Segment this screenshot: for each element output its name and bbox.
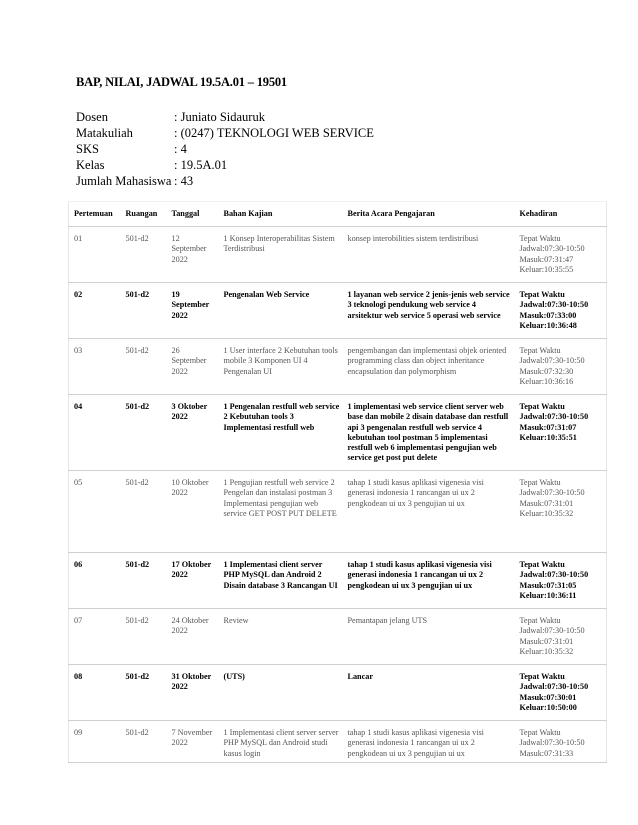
cell-berita-acara: pengembangan dan implementasi objek oriented programming class dan object inheritance encapsulation dan polymorphism <box>343 339 515 395</box>
cell-berita-acara: tahap 1 studi kasus aplikasi vigenesia visi generasi indonesia 1 rancangan ui ux 2 pengkodean ui ux 3 pengujian ui ux <box>343 471 515 553</box>
header-ruangan: Ruangan <box>121 202 167 227</box>
info-value: : Juniato Sidauruk <box>174 110 265 124</box>
cell-tanggal: 7 November 2022 <box>167 721 219 763</box>
table-row <box>69 471 607 553</box>
cell-tanggal: 26 September 2022 <box>167 339 219 395</box>
table-row <box>69 553 607 609</box>
info-label: Matakuliah <box>76 126 133 140</box>
kehadiran-line: Masuk:07:31:47 <box>519 254 574 264</box>
kehadiran-line: Tepat Waktu <box>519 672 565 682</box>
cell-bahan-kajian: 1 Pengenalan restfull web service 2 Kebutuhan tools 3 Implementasi restfull web <box>219 395 343 471</box>
cell-bahan-kajian: 1 Pengujian restfull web service 2 Pengelan dan instalasi postman 3 Implementasi pengujian web service GET POST PUT DELETE <box>219 471 343 553</box>
cell-kehadiran <box>515 471 607 553</box>
kehadiran-line: Masuk:07:32:30 <box>519 366 574 376</box>
table-row <box>69 227 607 283</box>
cell-ruangan: 501-d2 <box>121 395 167 471</box>
info-value: : (0247) TEKNOLOGI WEB SERVICE <box>174 126 374 140</box>
cell-tanggal: 12 September 2022 <box>167 227 219 283</box>
cell-tanggal: 10 Oktober 2022 <box>167 471 219 553</box>
kehadiran-line: Jadwal:07:30-10:50 <box>519 488 585 498</box>
cell-ruangan: 501-d2 <box>121 339 167 395</box>
kehadiran-line: Jadwal:07:30-10:50 <box>519 570 589 580</box>
cell-pertemuan: 03 <box>69 339 121 395</box>
cell-bahan-kajian: (UTS) <box>219 665 343 721</box>
cell-bahan-kajian: 1 Konsep Interoperabilitas Sistem Terdistribusi <box>219 227 343 283</box>
cell-ruangan: 501-d2 <box>121 665 167 721</box>
cell-pertemuan: 06 <box>69 553 121 609</box>
kehadiran-line: Keluar:10:35:51 <box>519 432 577 442</box>
cell-berita-acara: 1 implementasi web service client server web base dan mobile 2 disain database dan restfull api 3 pengenalan restfull web service 4 kebutuhan tool postman 5 implementasi restfull web 6 implementasi pengujian web service get post put delete <box>343 395 515 471</box>
cell-berita-acara: Pemantapan jelang UTS <box>343 609 515 665</box>
cell-kehadiran <box>515 665 607 721</box>
cell-pertemuan: 05 <box>69 471 121 553</box>
kehadiran-line: Jadwal:07:30-10:50 <box>519 412 589 422</box>
info-row <box>76 109 374 125</box>
kehadiran-line: Masuk:07:31:33 <box>519 748 574 758</box>
kehadiran-line: Keluar:10:50:00 <box>519 702 577 712</box>
cell-kehadiran <box>515 395 607 471</box>
cell-tanggal: 31 Oktober 2022 <box>167 665 219 721</box>
header-berita-acara: Berita Acara Pengajaran <box>343 202 515 227</box>
info-row <box>76 125 374 141</box>
info-label: Jumlah Mahasiswa <box>76 174 172 188</box>
course-info <box>76 109 374 189</box>
meeting-table-wrap <box>68 201 606 763</box>
kehadiran-line: Masuk:07:30:01 <box>519 692 577 702</box>
cell-pertemuan: 07 <box>69 609 121 665</box>
table-row <box>69 721 607 763</box>
info-label: Dosen <box>76 110 108 124</box>
kehadiran-line: Jadwal:07:30-10:50 <box>519 356 585 366</box>
cell-ruangan: 501-d2 <box>121 721 167 763</box>
cell-pertemuan: 09 <box>69 721 121 763</box>
cell-bahan-kajian: 1 User interface 2 Kebutuhan tools mobile 3 Komponen UI 4 Pengenalan UI <box>219 339 343 395</box>
cell-bahan-kajian: 1 Implementasi client server server PHP MySQL dan Android studi kasus login <box>219 721 343 763</box>
kehadiran-line: Masuk:07:31:01 <box>519 498 574 508</box>
header-bahan-kajian: Bahan Kajian <box>219 202 343 227</box>
cell-berita-acara: tahap 1 studi kasus aplikasi vigenesia visi generasi indonesia 1 rancangan ui ux 2 pengkodean ui ux 3 pengujian ui ux <box>343 553 515 609</box>
cell-pertemuan: 04 <box>69 395 121 471</box>
kehadiran-line: Tepat Waktu <box>519 616 561 626</box>
kehadiran-line: Tepat Waktu <box>519 728 561 738</box>
info-value: : 43 <box>174 174 194 188</box>
kehadiran-line: Keluar:10:35:55 <box>519 264 574 274</box>
cell-kehadiran <box>515 609 607 665</box>
table-row <box>69 665 607 721</box>
kehadiran-line: Tepat Waktu <box>519 234 561 244</box>
kehadiran-line: Masuk:07:31:05 <box>519 580 577 590</box>
cell-kehadiran <box>515 283 607 339</box>
cell-pertemuan: 08 <box>69 665 121 721</box>
kehadiran-line: Tepat Waktu <box>519 402 565 412</box>
info-value: : 19.5A.01 <box>174 158 228 172</box>
kehadiran-line: Jadwal:07:30-10:50 <box>519 626 585 636</box>
kehadiran-line: Tepat Waktu <box>519 346 561 356</box>
info-label: SKS <box>76 142 99 156</box>
kehadiran-line: Masuk:07:31:01 <box>519 636 574 646</box>
kehadiran-line: Jadwal:07:30-10:50 <box>519 682 589 692</box>
kehadiran-line: Keluar:10:35:32 <box>519 508 574 518</box>
cell-ruangan: 501-d2 <box>121 227 167 283</box>
cell-berita-acara: 1 layanan web service 2 jenis-jenis web service 3 teknologi pendukung web service 4 arsitektur web service 5 operasi web service <box>343 283 515 339</box>
meeting-table <box>68 201 607 763</box>
cell-pertemuan: 02 <box>69 283 121 339</box>
cell-bahan-kajian: 1 Implementasi client server PHP MySQL dan Android 2 Disain database 3 Rancangan UI <box>219 553 343 609</box>
cell-kehadiran <box>515 721 607 763</box>
kehadiran-line: Tepat Waktu <box>519 290 565 300</box>
cell-pertemuan: 01 <box>69 227 121 283</box>
cell-berita-acara: konsep interobilities sistem terdistribusi <box>343 227 515 283</box>
cell-ruangan: 501-d2 <box>121 553 167 609</box>
document-title: BAP, NILAI, JADWAL 19.5A.01 – 19501 <box>76 75 287 89</box>
info-row <box>76 157 374 173</box>
cell-kehadiran <box>515 227 607 283</box>
table-row <box>69 283 607 339</box>
cell-tanggal: 24 Oktober 2022 <box>167 609 219 665</box>
kehadiran-line: Keluar:10:36:16 <box>519 376 574 386</box>
kehadiran-line: Tepat Waktu <box>519 478 561 488</box>
cell-ruangan: 501-d2 <box>121 283 167 339</box>
cell-berita-acara: Lancar <box>343 665 515 721</box>
table-row <box>69 395 607 471</box>
kehadiran-line: Masuk:07:33:00 <box>519 310 577 320</box>
table-header-row <box>69 202 607 227</box>
cell-bahan-kajian: Review <box>219 609 343 665</box>
info-value: : 4 <box>174 142 187 156</box>
kehadiran-line: Jadwal:07:30-10:50 <box>519 244 585 254</box>
cell-tanggal: 17 Oktober 2022 <box>167 553 219 609</box>
kehadiran-line: Tepat Waktu <box>519 560 565 570</box>
cell-berita-acara: tahap 1 studi kasus aplikasi vigenesia visi generasi indonesia 1 rancangan ui ux 2 pengkodean ui ux 3 pengujian ui ux <box>343 721 515 763</box>
cell-kehadiran <box>515 339 607 395</box>
kehadiran-line: Jadwal:07:30-10:50 <box>519 300 589 310</box>
table-row <box>69 609 607 665</box>
kehadiran-line: Jadwal:07:30-10:50 <box>519 738 585 748</box>
kehadiran-line: Keluar:10:36:48 <box>519 320 577 330</box>
info-label: Kelas <box>76 158 105 172</box>
cell-ruangan: 501-d2 <box>121 471 167 553</box>
header-tanggal: Tanggal <box>167 202 219 227</box>
cell-tanggal: 19 September 2022 <box>167 283 219 339</box>
table-row <box>69 339 607 395</box>
info-row <box>76 141 374 157</box>
cell-tanggal: 3 Oktober 2022 <box>167 395 219 471</box>
kehadiran-line: Keluar:10:36:11 <box>519 590 577 600</box>
cell-kehadiran <box>515 553 607 609</box>
kehadiran-line: Masuk:07:31:07 <box>519 422 577 432</box>
kehadiran-line: Keluar:10:35:32 <box>519 646 574 656</box>
cell-ruangan: 501-d2 <box>121 609 167 665</box>
header-pertemuan: Pertemuan <box>69 202 121 227</box>
cell-bahan-kajian: Pengenalan Web Service <box>219 283 343 339</box>
info-row <box>76 173 374 189</box>
header-kehadiran: Kehadiran <box>515 202 607 227</box>
